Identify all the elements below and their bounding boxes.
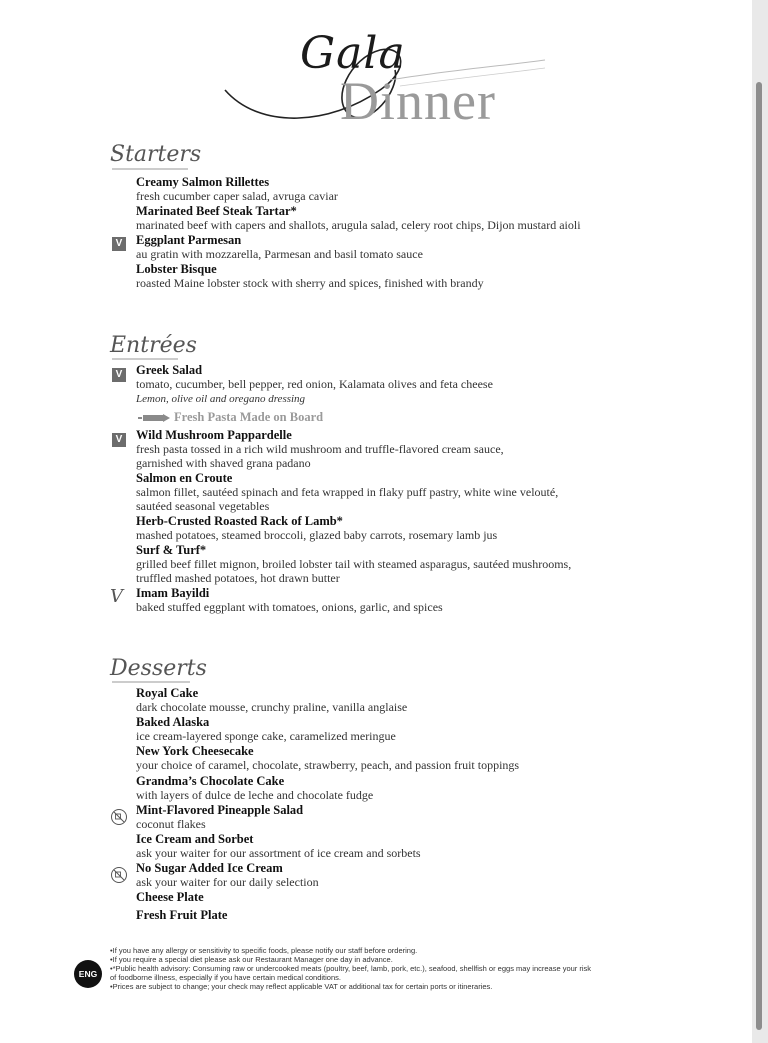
menu-item-desc: roasted Maine lobster stock with sherry and spices, finished with brandy bbox=[136, 276, 484, 290]
vegan-icon: V bbox=[110, 586, 123, 607]
menu-item-name: Creamy Salmon Rillettes bbox=[136, 175, 270, 189]
menu-item-desc: with layers of dulce de leche and chocolate fudge bbox=[136, 788, 374, 802]
menu-item-name: Mint-Flavored Pineapple Salad bbox=[136, 803, 304, 817]
pasta-icon bbox=[136, 411, 172, 425]
menu-item-name: Fresh Fruit Plate bbox=[136, 908, 228, 922]
footer-note: •If you have any allergy or sensitivity to specific foods, please notify our staff before ordering. bbox=[110, 946, 418, 955]
menu-item-name: Cheese Plate bbox=[136, 890, 204, 904]
title-dinner: Dinner bbox=[340, 71, 496, 131]
menu-item-desc: grilled beef fillet mignon, broiled lobster tail with steamed asparagus, sautéed mushrooms, bbox=[136, 557, 572, 571]
menu-item-desc: tomato, cucumber, bell pepper, red onion, Kalamata olives and feta cheese bbox=[136, 377, 493, 391]
footer-note: of foodborne illness, especially if you have certain medical conditions. bbox=[110, 973, 341, 982]
menu-item-desc: your choice of caramel, chocolate, strawberry, peach, and passion fruit toppings bbox=[136, 758, 520, 772]
menu-item-desc: fresh pasta tossed in a rich wild mushroom and truffle-flavored cream sauce, bbox=[136, 442, 504, 456]
menu-item-name: Ice Cream and Sorbet bbox=[136, 832, 254, 846]
menu-item-desc: salmon fillet, sautéed spinach and feta wrapped in flaky puff pastry, white wine velouté, bbox=[136, 485, 559, 499]
menu-item-name: Eggplant Parmesan bbox=[136, 233, 242, 247]
menu-item-name: Lobster Bisque bbox=[136, 262, 217, 276]
menu-item-name: Salmon en Croute bbox=[136, 471, 233, 485]
desserts-underline bbox=[112, 681, 190, 683]
menu-item-desc: au gratin with mozzarella, Parmesan and basil tomato sauce bbox=[136, 247, 423, 261]
desserts-heading: Desserts bbox=[110, 656, 207, 681]
menu-item-desc: coconut flakes bbox=[136, 817, 206, 831]
menu-item-note: Lemon, olive oil and oregano dressing bbox=[136, 393, 306, 405]
menu-item-name: Baked Alaska bbox=[136, 715, 210, 729]
menu-item-name: New York Cheesecake bbox=[136, 744, 254, 758]
vegetarian-badge-icon: V bbox=[112, 237, 126, 251]
scrollbar-thumb[interactable] bbox=[756, 82, 762, 1030]
menu-item-desc: dark chocolate mousse, crunchy praline, vanilla anglaise bbox=[136, 700, 408, 714]
menu-item-name: Royal Cake bbox=[136, 686, 199, 700]
menu-item-name: Grandma’s Chocolate Cake bbox=[136, 774, 285, 788]
menu-item-desc: marinated beef with capers and shallots, arugula salad, celery root chips, Dijon mustard aioli bbox=[136, 218, 581, 232]
menu-item-desc: ask your waiter for our daily selection bbox=[136, 875, 319, 889]
entrees-underline bbox=[112, 358, 190, 360]
starters-heading: Starters bbox=[110, 142, 202, 167]
menu-item-desc: sautéed seasonal vegetables bbox=[136, 499, 270, 513]
menu-item-name: Marinated Beef Steak Tartar* bbox=[136, 204, 297, 218]
menu-item-desc: fresh cucumber caper salad, avruga caviar bbox=[136, 189, 338, 203]
menu-item-name: Herb-Crusted Roasted Rack of Lamb* bbox=[136, 514, 343, 528]
title-gala: Gala bbox=[300, 28, 406, 79]
fresh-pasta-label: Fresh Pasta Made on Board bbox=[174, 410, 324, 424]
menu-title bbox=[0, 0, 752, 140]
menu-item-desc: garnished with shaved grana padano bbox=[136, 456, 311, 470]
starters-underline bbox=[112, 168, 190, 170]
menu-item-desc: ask your waiter for our assortment of ice cream and sorbets bbox=[136, 846, 421, 860]
no-sugar-icon bbox=[110, 866, 128, 884]
footer-note: •If you require a special diet please ask our Restaurant Manager one day in advance. bbox=[110, 955, 393, 964]
menu-item-name: Wild Mushroom Pappardelle bbox=[136, 428, 292, 442]
vegetarian-badge-icon: V bbox=[112, 433, 126, 447]
menu-item-desc: ice cream-layered sponge cake, caramelized meringue bbox=[136, 729, 396, 743]
menu-item-name: Imam Bayildi bbox=[136, 586, 210, 600]
menu-item-name: No Sugar Added Ice Cream bbox=[136, 861, 283, 875]
menu-item-desc: truffled mashed potatoes, hot drawn butter bbox=[136, 571, 340, 585]
menu-item-desc: mashed potatoes, steamed broccoli, glazed baby carrots, rosemary lamb jus bbox=[136, 528, 498, 542]
vegetarian-badge-icon: V bbox=[112, 368, 126, 382]
language-badge[interactable]: ENG bbox=[74, 960, 102, 988]
entrees-heading: Entrées bbox=[110, 333, 197, 358]
footer-note: •Prices are subject to change; your check may reflect applicable VAT or additional tax for certain ports or itineraries. bbox=[110, 982, 493, 991]
menu-item-name: Greek Salad bbox=[136, 363, 203, 377]
footer-note: •*Public health advisory: Consuming raw or undercooked meats (poultry, beef, lamb, pork, etc.), seafood, shellfish or eggs may increase your risk bbox=[110, 964, 592, 973]
no-sugar-icon bbox=[110, 808, 128, 826]
menu-item-name: Surf & Turf* bbox=[136, 543, 207, 557]
menu-item-desc: baked stuffed eggplant with tomatoes, onions, garlic, and spices bbox=[136, 600, 443, 614]
